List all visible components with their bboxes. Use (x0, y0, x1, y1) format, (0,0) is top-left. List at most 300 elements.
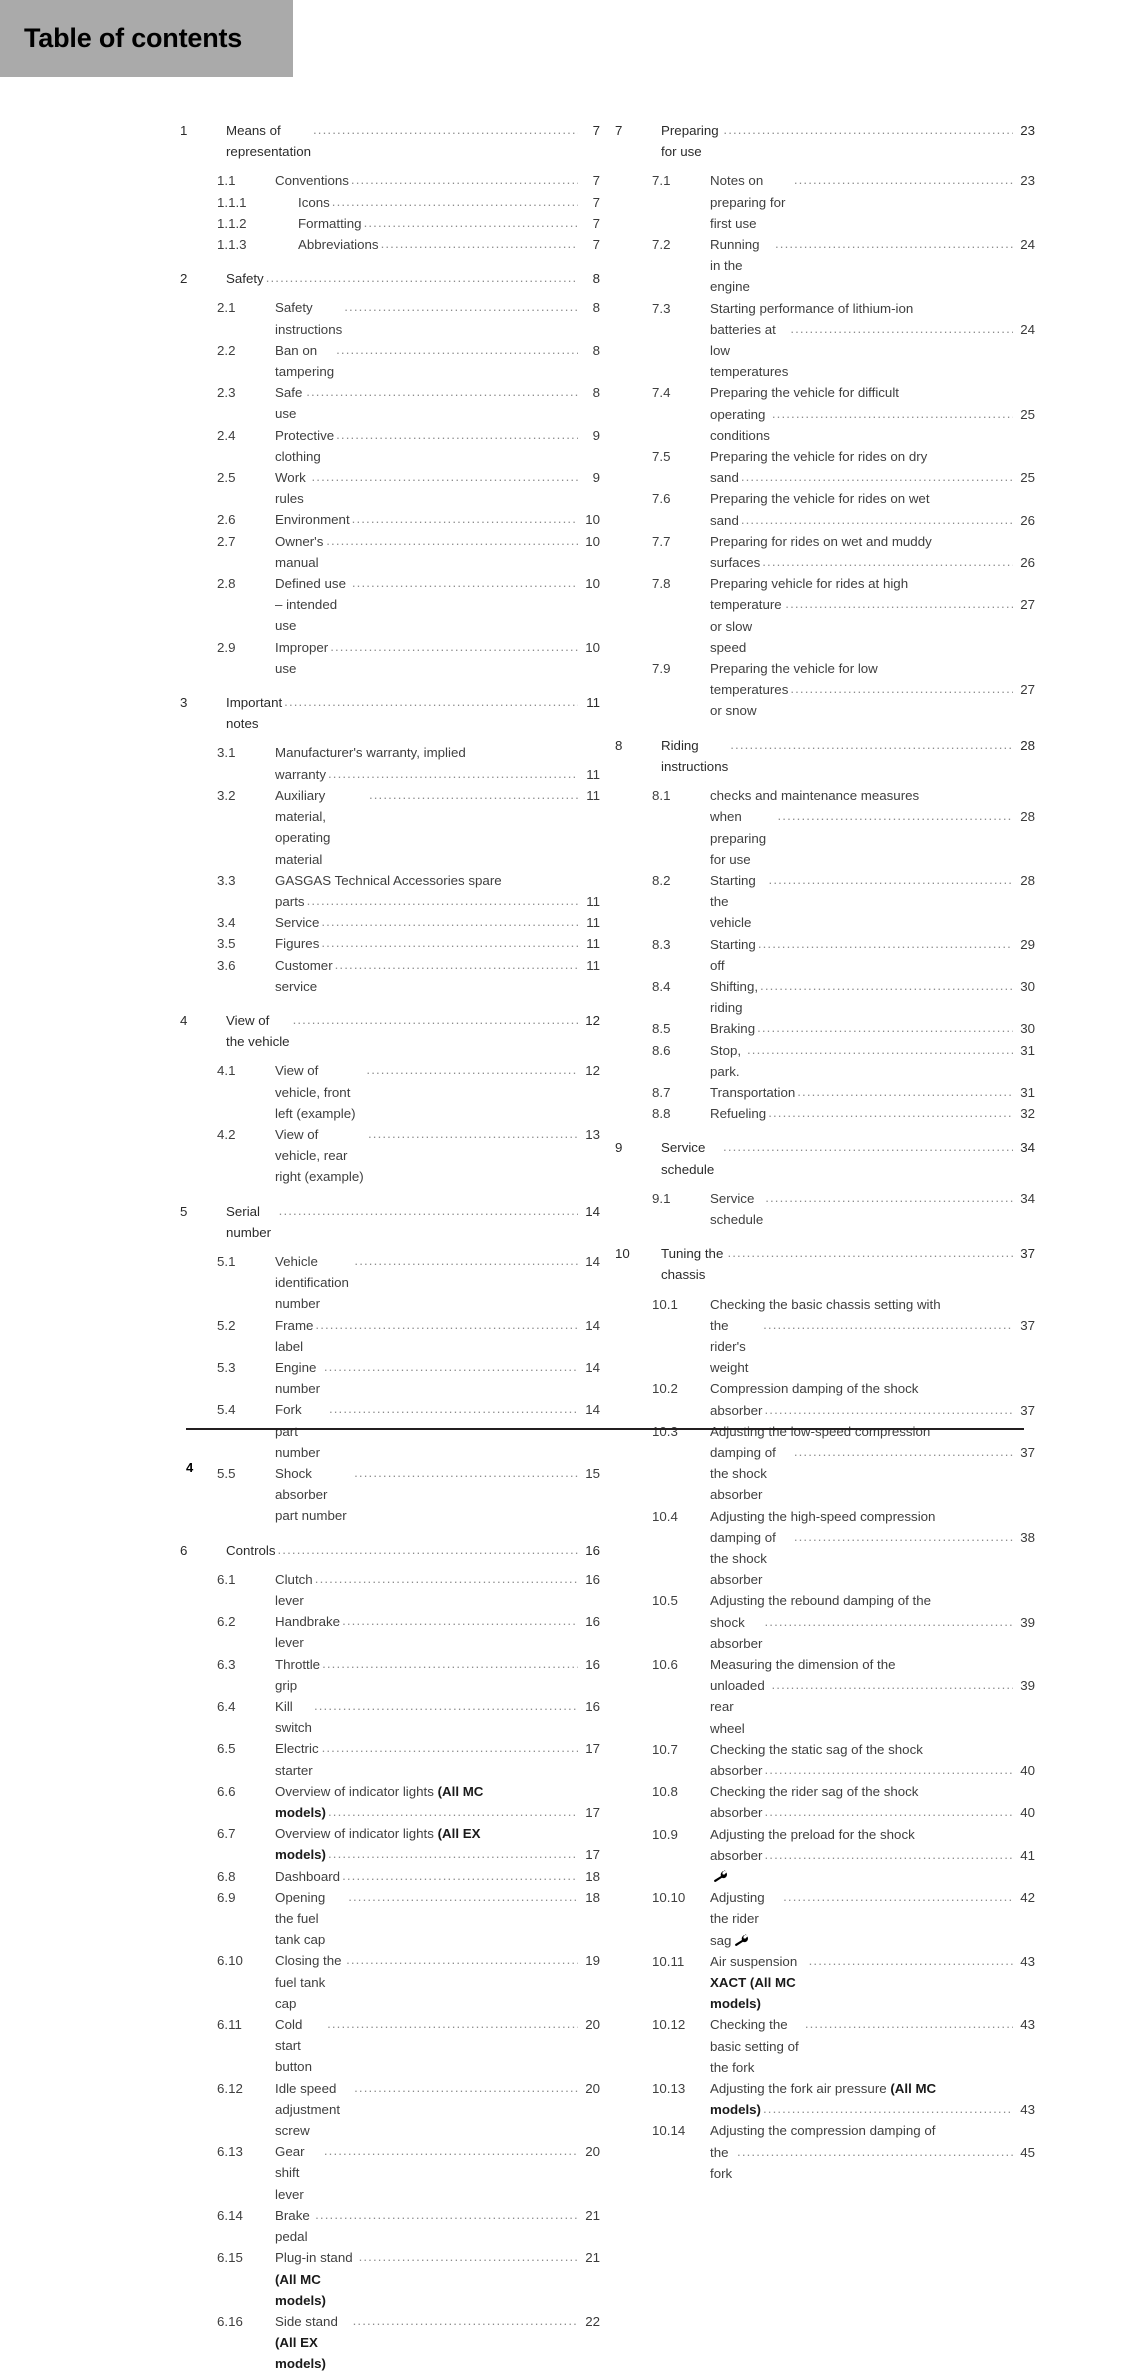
toc-entry-line (275, 1251, 600, 1315)
toc-entry-line (275, 213, 600, 234)
toc-entry-page-number: 12 (585, 1063, 600, 1079)
toc-entry-number: 8 (615, 737, 623, 753)
toc-entry-body (275, 2205, 600, 2247)
toc-entry-line (710, 785, 1035, 806)
toc-chapter-entry[interactable] (615, 1243, 1035, 1285)
dot-leader (723, 1136, 1013, 1157)
toc-entry-number: 8.7 (652, 1084, 671, 1100)
toc-section-entry[interactable] (180, 955, 600, 997)
toc-entry-page-number: 40 (1020, 1763, 1035, 1779)
toc-section-entry[interactable] (180, 234, 600, 255)
toc-entry-number: 2 (180, 271, 188, 287)
toc-section-entry[interactable] (615, 658, 1035, 722)
toc-entry-page-number: 21 (585, 2250, 600, 2266)
toc-section-entry[interactable] (615, 1421, 1035, 1506)
dot-leader (322, 1737, 578, 1758)
toc-section-entry[interactable] (615, 234, 1035, 298)
toc-entry-page-number: 17 (585, 1741, 600, 1757)
toc-section-entry[interactable] (180, 509, 600, 530)
toc-chapter-entry[interactable] (180, 692, 600, 734)
dot-leader (348, 1886, 578, 1907)
toc-section-entry[interactable] (615, 446, 1035, 488)
toc-entry-page-number: 39 (1020, 1678, 1035, 1694)
toc-entry-title: Overview of indicator lights (All EX (275, 1826, 481, 1842)
toc-entry-line (710, 446, 1035, 467)
dot-leader (764, 1801, 1013, 1822)
toc-section-entry[interactable] (615, 488, 1035, 530)
toc-entry-body (710, 1421, 1035, 1506)
toc-section-entry[interactable] (615, 2078, 1035, 2120)
dot-leader (747, 1039, 1013, 1060)
toc-entry-title: models) (710, 2102, 761, 2118)
toc-section-entry[interactable] (180, 297, 600, 339)
toc-chapter-entry[interactable] (180, 1201, 600, 1243)
toc-entry-title: Checking the basic chassis setting with (710, 1296, 941, 1312)
toc-section-entry[interactable] (180, 2311, 600, 2375)
toc-entry-number: 10.11 (652, 1953, 685, 1969)
toc-entry-title: Adjusting the low-speed compression (710, 1423, 931, 1439)
toc-entry-title: Preparing for use (661, 123, 719, 160)
toc-entry-body (710, 1040, 1035, 1082)
dot-leader (364, 212, 578, 233)
toc-section-entry[interactable] (180, 1866, 600, 1887)
toc-section-entry[interactable] (615, 870, 1035, 934)
dot-leader (794, 169, 1013, 190)
toc-chapter-entry[interactable] (180, 1010, 600, 1052)
toc-entry-body (710, 1188, 1035, 1230)
toc-entry-body (226, 1201, 600, 1243)
toc-entry-number: 6.9 (217, 1889, 236, 1905)
toc-entry-title: Protective clothing (275, 427, 335, 464)
toc-entry-line (226, 268, 600, 289)
toc-entry-line (710, 1824, 1035, 1845)
toc-entry-body (710, 1887, 1035, 1951)
dot-leader (778, 805, 1014, 826)
toc-entry-body (275, 912, 600, 933)
toc-entry-body (275, 2141, 600, 2205)
toc-section-entry[interactable] (180, 1124, 600, 1188)
toc-entry-title: Brake pedal (275, 2207, 310, 2245)
toc-entry-title: Overview of indicator lights (All MC (275, 1783, 484, 1799)
toc-entry-page-number: 8 (592, 300, 600, 316)
toc-section-entry[interactable] (180, 1654, 600, 1696)
toc-section-entry[interactable] (615, 1824, 1035, 1888)
dot-leader (351, 169, 578, 190)
page-title: Table of contents (24, 23, 243, 53)
toc-entry-number: 5.5 (217, 1465, 236, 1481)
toc-entry-line (710, 1781, 1035, 1802)
toc-entry-line (275, 1844, 600, 1865)
toc-entry-title: Adjusting the rebound damping of the (710, 1593, 932, 1609)
toc-entry-line (275, 1654, 600, 1696)
toc-chapter-entry[interactable] (615, 735, 1035, 777)
dot-leader (762, 551, 1013, 572)
toc-entry-title: Adjusting the compression damping of (710, 2123, 936, 2139)
toc-entry-line (275, 382, 600, 424)
toc-entry-number: 2.5 (217, 470, 236, 486)
toc-section-entry[interactable] (615, 1739, 1035, 1781)
toc-section-entry[interactable] (180, 1696, 600, 1738)
toc-entry-page-number: 12 (585, 1012, 600, 1028)
toc-section-entry[interactable] (180, 912, 600, 933)
dot-leader (315, 1314, 578, 1335)
dot-leader (354, 1462, 578, 1483)
toc-entry-title: Work rules (275, 470, 306, 507)
dot-leader (794, 1441, 1013, 1462)
toc-section-entry[interactable] (615, 170, 1035, 234)
toc-entry-page-number: 25 (1020, 470, 1035, 486)
dot-leader (809, 1950, 1013, 1971)
toc-entry-line (275, 955, 600, 997)
toc-entry-body (275, 573, 600, 637)
dot-leader (321, 932, 578, 953)
toc-section-entry[interactable] (180, 2205, 600, 2247)
toc-entry-line (275, 742, 600, 763)
toc-entry-body (275, 1654, 600, 1696)
toc-section-entry[interactable] (180, 785, 600, 870)
toc-entry-title: Serial number (226, 1203, 272, 1240)
dot-leader (381, 233, 578, 254)
toc-entry-title: Adjusting the rider sag (710, 1890, 765, 1948)
toc-entry-body (275, 1887, 600, 1951)
toc-entry-line (710, 510, 1035, 531)
toc-entry-body (710, 2120, 1035, 2184)
toc-entry-page-number: 10 (585, 576, 600, 592)
toc-section-entry[interactable] (615, 976, 1035, 1018)
toc-section-entry[interactable] (180, 1357, 600, 1399)
toc-section-entry[interactable] (615, 1294, 1035, 1379)
toc-entry-title: Preparing the vehicle for rides on wet (710, 491, 930, 507)
toc-entry-body (275, 1823, 600, 1865)
toc-entry-page-number: 10 (585, 533, 600, 549)
toc-entry-title: Controls (226, 1542, 276, 1558)
toc-section-entry[interactable] (615, 1951, 1035, 2015)
toc-entry-number: 7.2 (652, 237, 671, 253)
toc-section-entry[interactable] (180, 1315, 600, 1357)
toc-section-entry[interactable] (180, 2141, 600, 2205)
toc-entry-line (275, 2141, 600, 2205)
toc-entry-title: Running in the engine (710, 237, 760, 295)
toc-entry-number: 7.4 (652, 385, 671, 401)
toc-entry-title: unloaded rear wheel (710, 1678, 765, 1736)
toc-entry-number: 6.3 (217, 1656, 236, 1672)
toc-column-right (615, 120, 1035, 2375)
toc-entry-number: 6.6 (217, 1783, 236, 1799)
toc-entry-line (275, 764, 600, 785)
toc-entry-body (275, 2311, 600, 2375)
toc-section-entry[interactable] (615, 298, 1035, 383)
toc-entry-line (226, 692, 600, 734)
toc-entry-line (275, 1060, 600, 1124)
toc-entry-body (275, 955, 600, 997)
toc-entry-title: Riding instructions (661, 737, 729, 774)
toc-section-entry[interactable] (615, 1378, 1035, 1420)
toc-entry-title: Checking the rider sag of the shock (710, 1784, 919, 1800)
toc-entry-number: 7.6 (652, 491, 671, 507)
toc-entry-title: Preparing vehicle for rides at high (710, 576, 909, 592)
dot-leader (346, 1949, 578, 1970)
toc-entry-title: the rider's weight (710, 1317, 749, 1376)
toc-entry-line (275, 785, 600, 870)
toc-section-entry[interactable] (180, 425, 600, 467)
toc-entry-line (661, 120, 1035, 162)
toc-entry-body (710, 1506, 1035, 1591)
toc-entry-title: Customer service (275, 957, 333, 994)
toc-chapter-entry[interactable] (615, 120, 1035, 162)
dot-leader (342, 1865, 578, 1886)
dot-leader (307, 890, 578, 911)
toc-entry-body (275, 1251, 600, 1315)
dot-leader (328, 1843, 578, 1864)
toc-entry-number: 6.11 (217, 2017, 242, 2033)
toc-entry-title: warranty (275, 766, 326, 782)
toc-entry-number: 3.2 (217, 787, 236, 803)
toc-entry-title: Manufacturer's warranty, implied (275, 745, 466, 761)
toc-entry-body (275, 213, 600, 234)
dot-leader (306, 381, 578, 402)
dot-leader (368, 1123, 578, 1144)
toc-entry-line (275, 637, 600, 679)
dot-leader (342, 1610, 578, 1631)
wrench-icon (734, 1934, 749, 1947)
toc-entry-number: 5.3 (217, 1359, 236, 1375)
toc-entry-title: Throttle grip (275, 1656, 321, 1693)
toc-entry-body (275, 933, 600, 954)
toc-entry-line (710, 1739, 1035, 1760)
toc-section-entry[interactable] (180, 382, 600, 424)
toc-entry-line (275, 1696, 600, 1738)
dot-leader (327, 2013, 578, 2034)
toc-section-entry[interactable] (180, 467, 600, 509)
dot-leader (315, 1568, 578, 1589)
toc-section-entry[interactable] (180, 340, 600, 382)
dot-leader (772, 1674, 1014, 1695)
toc-entry-page-number: 23 (1020, 123, 1035, 138)
toc-entry-number: 4 (180, 1012, 188, 1028)
dot-leader (353, 2310, 578, 2331)
toc-section-entry[interactable] (615, 785, 1035, 870)
toc-entry-number: 10.13 (652, 2081, 686, 2097)
toc-chapter-entry[interactable] (615, 1137, 1035, 1179)
toc-entry-body (710, 1294, 1035, 1379)
dot-leader (326, 530, 578, 551)
toc-entry-body (275, 1463, 600, 1527)
toc-section-entry[interactable] (615, 1018, 1035, 1039)
toc-entry-body (710, 658, 1035, 722)
dot-leader (312, 466, 579, 487)
toc-entry-title: Starting performance of lithium-ion (710, 300, 914, 316)
toc-entry-page-number: 14 (585, 1253, 600, 1269)
toc-entry-number: 2.1 (217, 300, 236, 316)
toc-entry-body (710, 1739, 1035, 1781)
toc-entry-body (710, 488, 1035, 530)
toc-section-entry[interactable] (180, 213, 600, 234)
dot-leader (329, 1398, 578, 1419)
toc-entry-body (275, 297, 600, 339)
toc-entry-page-number: 7 (592, 237, 600, 253)
toc-entry-title: operating conditions (710, 406, 770, 443)
toc-entry-body (226, 268, 600, 289)
toc-entry-page-number: 8 (592, 342, 600, 358)
dot-leader (764, 1399, 1013, 1420)
toc-entry-title: Improper use (275, 639, 329, 676)
toc-section-entry[interactable] (180, 1887, 600, 1951)
toc-entry-title: Checking the basic setting of the fork (710, 2017, 799, 2075)
toc-section-entry[interactable] (180, 573, 600, 637)
toc-section-entry[interactable] (180, 1950, 600, 2014)
toc-entry-title: Frame label (275, 1317, 314, 1354)
toc-entry-number: 2.2 (217, 342, 236, 358)
toc-entry-body (710, 573, 1035, 658)
toc-section-entry[interactable] (180, 1823, 600, 1865)
toc-chapter-entry[interactable] (180, 268, 600, 289)
toc-entry-title: Starting off (710, 936, 756, 973)
toc-entry-title: absorber (710, 1805, 763, 1821)
toc-section-entry[interactable] (180, 637, 600, 679)
toc-entry-line (275, 1611, 600, 1653)
toc-entry-page-number: 13 (585, 1126, 600, 1142)
toc-section-entry[interactable] (180, 870, 600, 912)
dot-leader (764, 1611, 1013, 1632)
toc-section-entry[interactable] (615, 573, 1035, 658)
toc-section-entry[interactable] (180, 933, 600, 954)
dot-leader (328, 763, 578, 784)
toc-entry-line (710, 1421, 1035, 1442)
toc-section-entry[interactable] (180, 1569, 600, 1611)
dot-leader (764, 1759, 1013, 1780)
toc-entry-page-number: 39 (1020, 1614, 1035, 1630)
toc-entry-line (710, 1082, 1035, 1103)
toc-section-entry[interactable] (180, 2078, 600, 2142)
toc-entry-body (661, 735, 1035, 777)
toc-entry-number: 3 (180, 695, 188, 711)
toc-entry-number: 2.3 (217, 385, 236, 401)
toc-section-entry[interactable] (180, 531, 600, 573)
toc-entry-number: 10.14 (652, 2123, 686, 2139)
dot-leader (335, 954, 578, 975)
toc-entry-page-number: 19 (585, 1953, 600, 1969)
toc-section-entry[interactable] (615, 1188, 1035, 1230)
toc-section-entry[interactable] (615, 1040, 1035, 1082)
toc-entry-title: Compression damping of the shock (710, 1381, 919, 1397)
toc-section-entry[interactable] (180, 2014, 600, 2078)
toc-entry-page-number: 24 (1020, 321, 1035, 337)
toc-section-entry[interactable] (615, 382, 1035, 446)
toc-entry-line (710, 1760, 1035, 1781)
toc-section-entry[interactable] (615, 1781, 1035, 1823)
toc-entry-number: 2.7 (217, 533, 236, 549)
toc-entry-line (275, 234, 600, 255)
toc-entry-number: 10.10 (652, 1890, 686, 1906)
toc-section-entry[interactable] (615, 1082, 1035, 1103)
toc-section-entry[interactable] (180, 1060, 600, 1124)
dot-leader (772, 403, 1013, 424)
toc-section-entry[interactable] (180, 1781, 600, 1823)
toc-entry-line (661, 1243, 1035, 1285)
toc-entry-page-number: 16 (585, 1571, 600, 1587)
toc-entry-body (275, 1357, 600, 1399)
toc-entry-page-number: 20 (585, 2017, 600, 2033)
toc-section-entry[interactable] (615, 1103, 1035, 1124)
toc-entry-title: Formatting (298, 215, 362, 231)
toc-entry-title: the fork (710, 2144, 733, 2181)
toc-entry-body (226, 1010, 600, 1052)
toc-entry-line (710, 1802, 1035, 1823)
toc-entry-number: 7.1 (652, 173, 671, 189)
toc-entry-number: 3.1 (217, 745, 236, 761)
toc-entry-line (710, 488, 1035, 509)
toc-entry-title: absorber (710, 1845, 762, 1887)
toc-section-entry[interactable] (615, 1887, 1035, 1951)
toc-section-entry[interactable] (180, 170, 600, 191)
toc-entry-page-number: 15 (585, 1465, 600, 1481)
toc-section-entry[interactable] (180, 1611, 600, 1653)
toc-entry-line (275, 1950, 600, 2014)
toc-section-entry[interactable] (180, 192, 600, 213)
toc-entry-page-number: 43 (1020, 2017, 1035, 2033)
toc-entry-body (275, 1569, 600, 1611)
toc-section-entry[interactable] (180, 2247, 600, 2311)
dot-leader (730, 734, 1013, 755)
dot-leader (727, 1242, 1013, 1263)
toc-chapter-entry[interactable] (180, 120, 600, 162)
toc-entry-page-number: 26 (1020, 512, 1035, 528)
toc-entry-body (710, 1781, 1035, 1823)
toc-entry-page-number: 17 (585, 1847, 600, 1863)
toc-entry-line (710, 298, 1035, 319)
toc-entry-line (710, 382, 1035, 403)
toc-entry-number: 10.5 (652, 1593, 678, 1609)
toc-entry-page-number: 17 (585, 1805, 600, 1821)
toc-entry-line (275, 2205, 600, 2247)
toc-entry-body (275, 382, 600, 424)
toc-entry-page-number: 22 (585, 2313, 600, 2329)
dot-leader (266, 267, 578, 288)
toc-entry-line (275, 1569, 600, 1611)
toc-section-entry[interactable] (615, 934, 1035, 976)
toc-section-entry[interactable] (615, 2120, 1035, 2184)
footer-divider (186, 1428, 1024, 1430)
toc-entry-number: 1.1 (217, 173, 236, 189)
toc-entry-number: 10.12 (652, 2017, 686, 2033)
toc-entry-title: parts (275, 893, 305, 909)
toc-section-entry[interactable] (180, 1463, 600, 1527)
toc-entry-page-number: 16 (585, 1614, 600, 1630)
toc-entry-body (275, 1696, 600, 1738)
toc-section-entry[interactable] (615, 1506, 1035, 1591)
toc-entry-body (710, 382, 1035, 446)
toc-entry-title: Side stand (All EX models) (275, 2313, 338, 2372)
toc-entry-title: Adjusting the high-speed compression (710, 1508, 936, 1524)
toc-entry-number: 6.4 (217, 1699, 236, 1715)
toc-chapter-entry[interactable] (180, 1540, 600, 1561)
toc-section-entry[interactable] (180, 1399, 600, 1463)
toc-section-entry[interactable] (615, 2014, 1035, 2078)
toc-entry-line (275, 1781, 600, 1802)
toc-entry-page-number: 7 (592, 215, 600, 231)
toc-entry-page-number: 11 (586, 766, 600, 782)
toc-section-entry[interactable] (180, 1251, 600, 1315)
toc-entry-body (275, 192, 600, 213)
toc-section-entry[interactable] (180, 1738, 600, 1780)
toc-section-entry[interactable] (615, 531, 1035, 573)
toc-entry-number: 6.16 (217, 2313, 243, 2329)
toc-entry-line (226, 120, 600, 162)
toc-entry-number: 5 (180, 1203, 188, 1219)
toc-section-entry[interactable] (180, 742, 600, 784)
toc-section-entry[interactable] (615, 1654, 1035, 1739)
toc-entry-body (275, 1399, 600, 1463)
